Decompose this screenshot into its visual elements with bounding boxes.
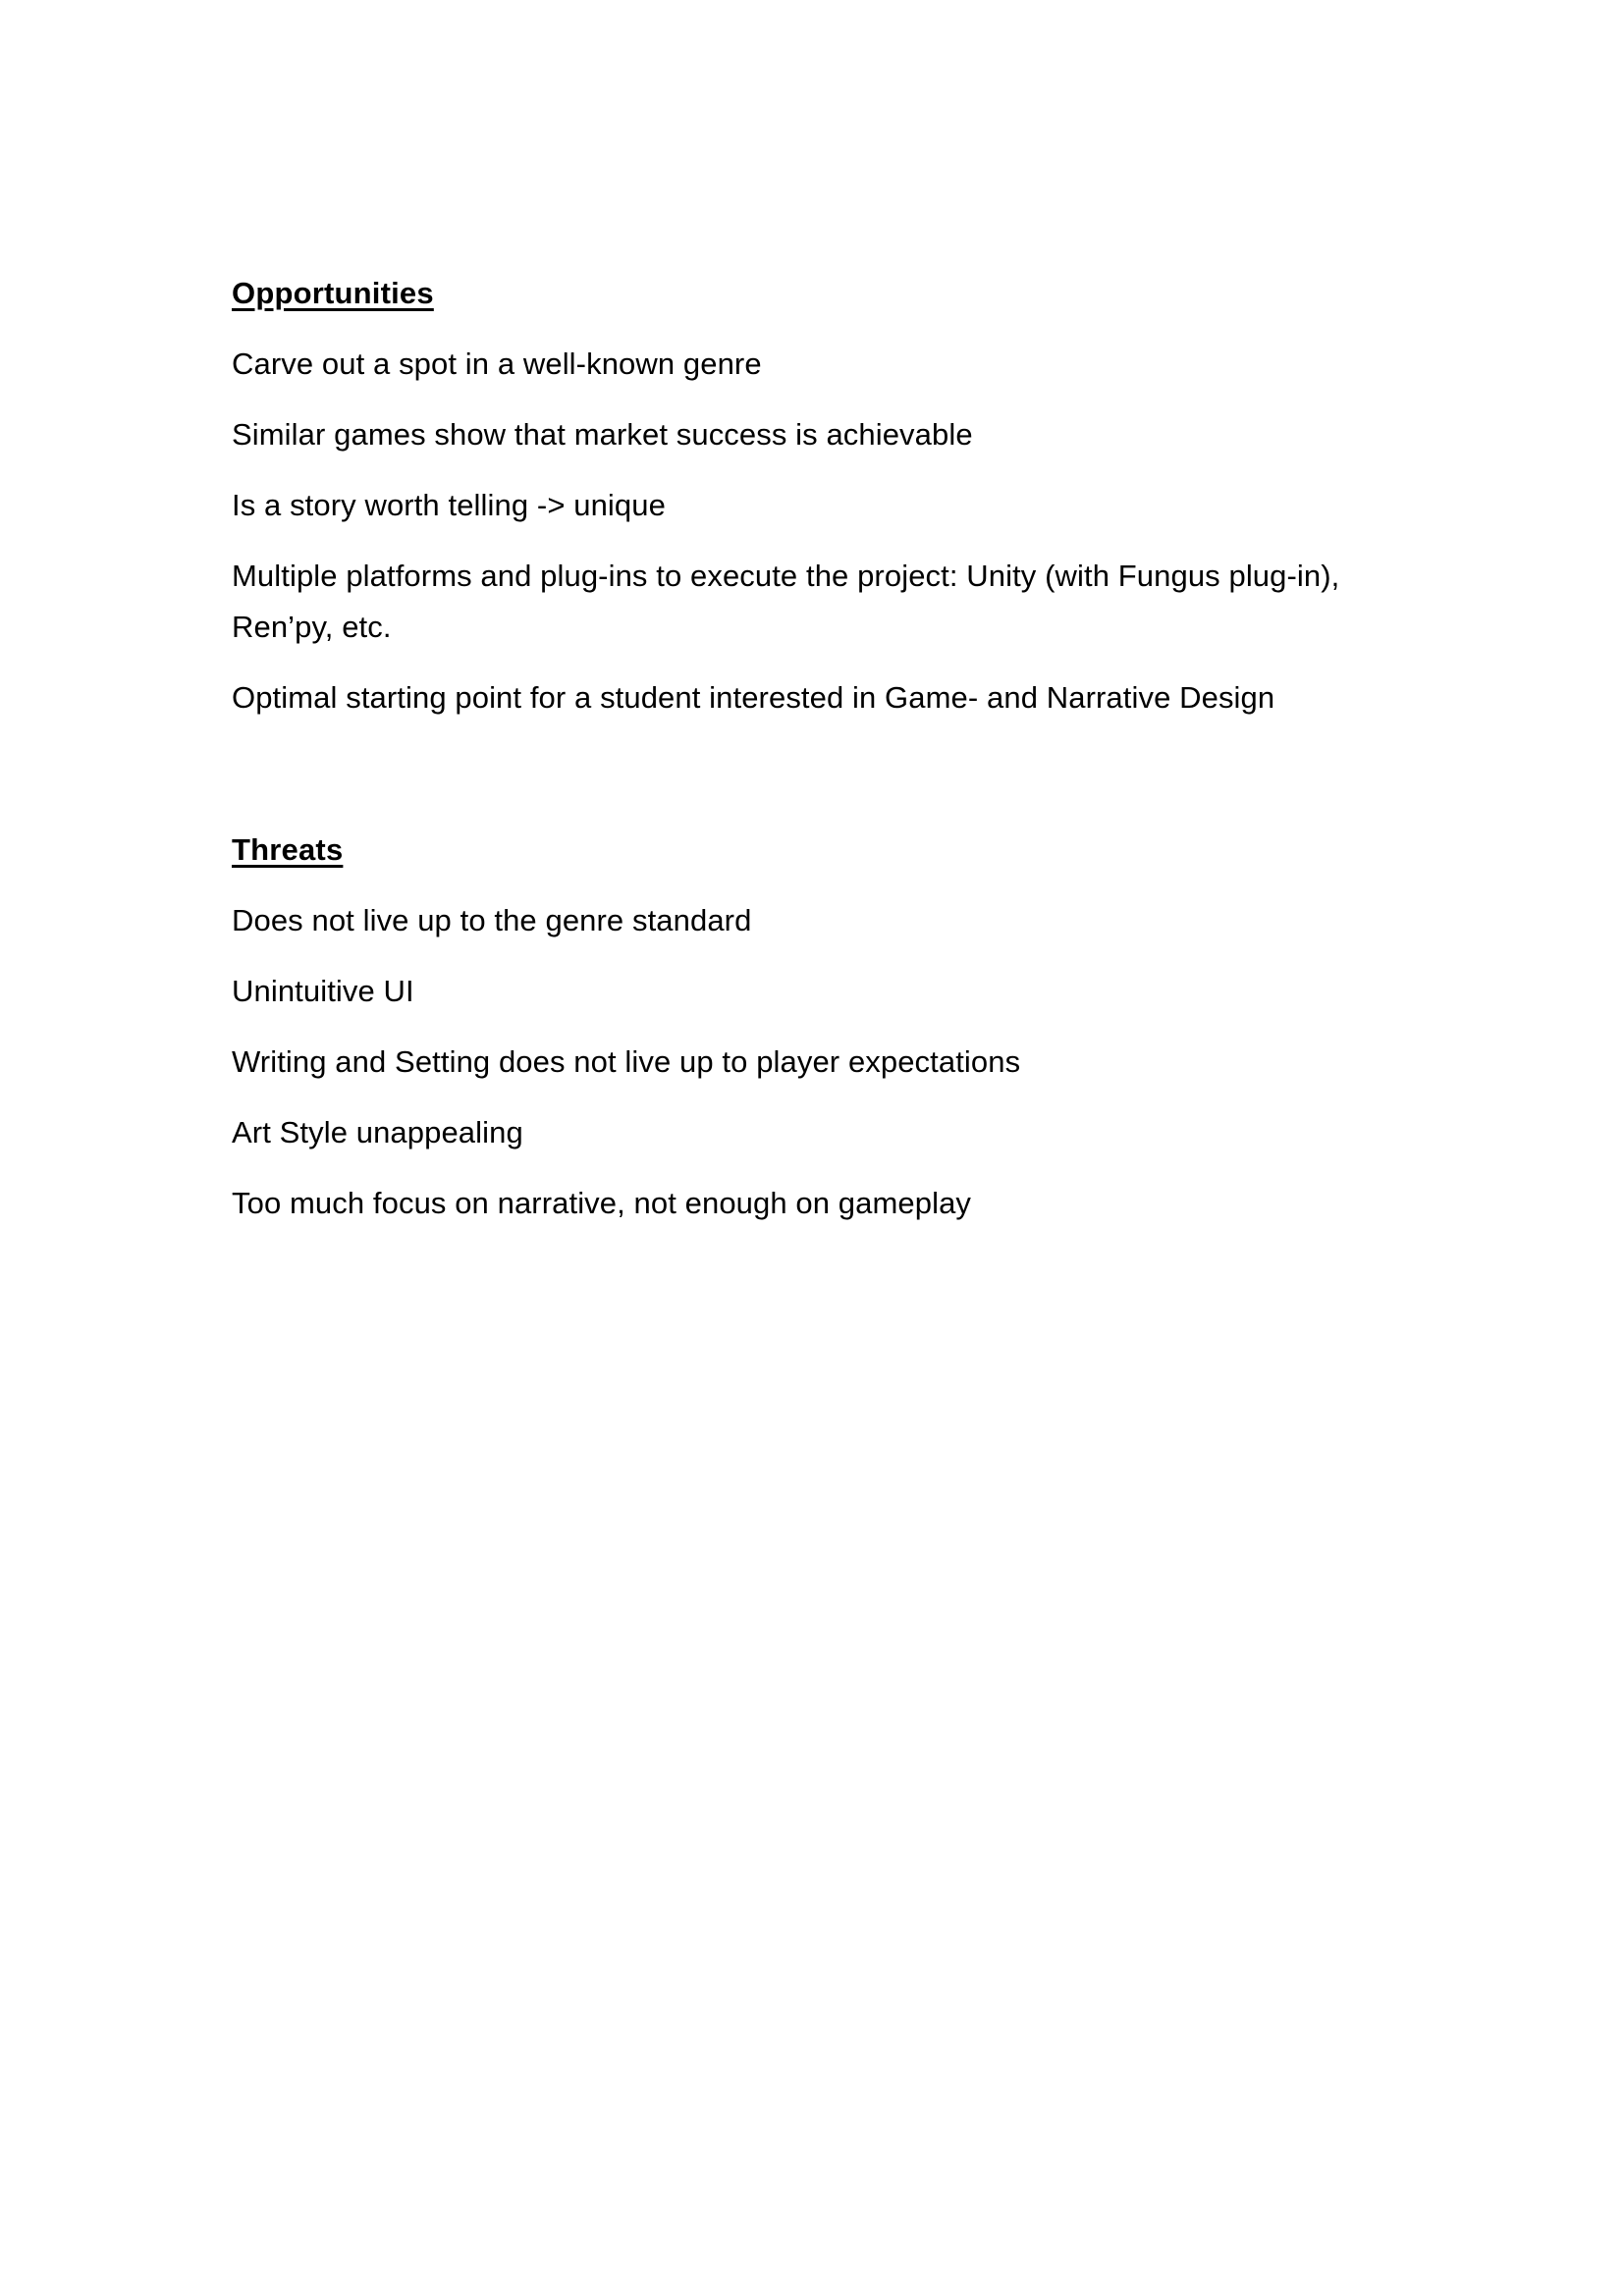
opportunities-item-1: Carve out a spot in a well-known genre: [232, 347, 762, 381]
section-threats: [232, 825, 1392, 1229]
threats-heading: Threats: [232, 832, 344, 867]
section-opportunities: [232, 268, 1392, 723]
opportunities-heading: Opportunities: [232, 276, 434, 310]
threats-item-1: Does not live up to the genre standard: [232, 903, 752, 937]
opportunities-item-4: Multiple platforms and plug-ins to execute the project: Unity (with Fungus plug-in), Ren’py, etc.: [232, 559, 1340, 644]
opportunities-item-3: Is a story worth telling -> unique: [232, 488, 666, 522]
threats-item-4: Art Style unappealing: [232, 1115, 523, 1149]
opportunities-item-2: Similar games show that market success is achievable: [232, 417, 973, 452]
threats-item-5: Too much focus on narrative, not enough on gameplay: [232, 1186, 972, 1220]
opportunities-item-5: Optimal starting point for a student interested in Game- and Narrative Design: [232, 680, 1275, 715]
threats-item-2: Unintuitive UI: [232, 974, 414, 1008]
threats-item-3: Writing and Setting does not live up to player expectations: [232, 1044, 1021, 1079]
